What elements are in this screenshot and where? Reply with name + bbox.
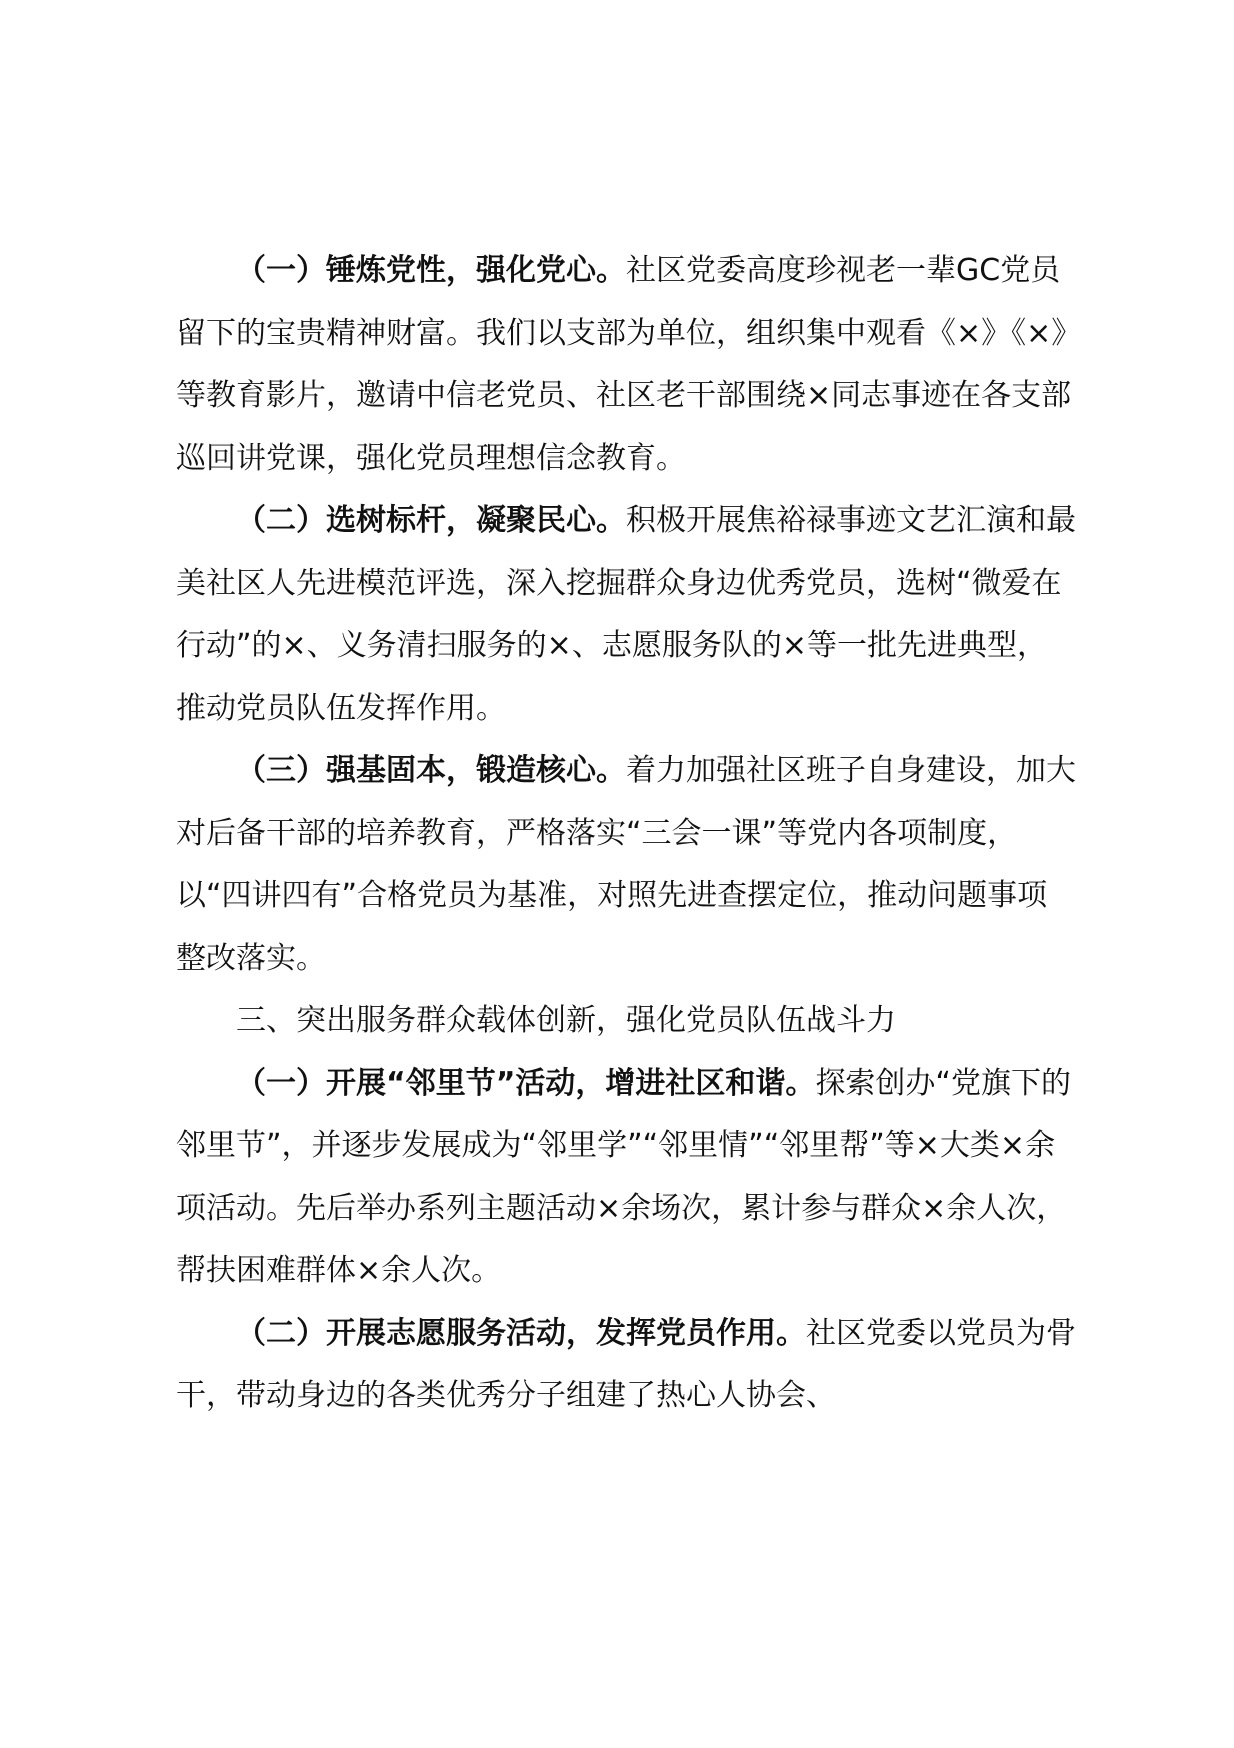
paragraph-text: 探索创办“党旗下的邻里节”，并逐步发展成为“邻里学”“邻里情”“邻里帮”等×大类×余项活动。先后举办系列主题活动×余场次，累计参与群众×余人次，帮扶困难群体×余人次。 bbox=[176, 1065, 1071, 1288]
paragraph-temper-party-spirit bbox=[176, 240, 1076, 490]
paragraph-text: 社区党委高度珍视老一辈GC党员留下的宝贵精神财富。我们以支部为单位，组织集中观看《×》《×》等教育影片，邀请中信老党员、社区老干部围绕×同志事迹在各支部巡回讲党课，强化党员理想信念教育。 bbox=[176, 253, 1072, 476]
paragraph-lead: （三）强基固本，锻造核心。 bbox=[236, 753, 626, 788]
paragraph-text: 积极开展焦裕禄事迹文艺汇演和最美社区人先进模范评选，深入挖掘群众身边优秀党员，选树“微爱在行动”的×、义务清扫服务的×、志愿服务队的×等一批先进典型，推动党员队伍发挥作用。 bbox=[176, 503, 1076, 726]
paragraph-lead: （一）开展“邻里节”活动，增进社区和谐。 bbox=[236, 1065, 816, 1101]
paragraph-text: 着力加强社区班子自身建设，加大对后备干部的培养教育，严格落实“三会一课”等党内各项制度，以“四讲四有”合格党员为基准，对照先进查摆定位，推动问题事项整改落实。 bbox=[176, 753, 1076, 976]
paragraph-strengthen-foundation bbox=[176, 740, 1076, 990]
document-body bbox=[176, 240, 1076, 1428]
paragraph-set-benchmarks bbox=[176, 490, 1076, 740]
paragraph-volunteer-service bbox=[176, 1303, 1076, 1428]
paragraph-text: 社区党委以党员为骨干，带动身边的各类优秀分子组建了热心人协会、 bbox=[176, 1315, 1076, 1413]
paragraph-lead: （二）选树标杆，凝聚民心。 bbox=[236, 503, 626, 538]
section-heading-text: 三、突出服务群众载体创新，强化党员队伍战斗力 bbox=[236, 1003, 896, 1038]
paragraph-neighborhood-festival bbox=[176, 1053, 1076, 1303]
paragraph-lead: （二）开展志愿服务活动，发挥党员作用。 bbox=[236, 1315, 806, 1351]
section-heading-three bbox=[176, 990, 1076, 1053]
paragraph-lead: （一）锤炼党性，强化党心。 bbox=[236, 253, 626, 288]
